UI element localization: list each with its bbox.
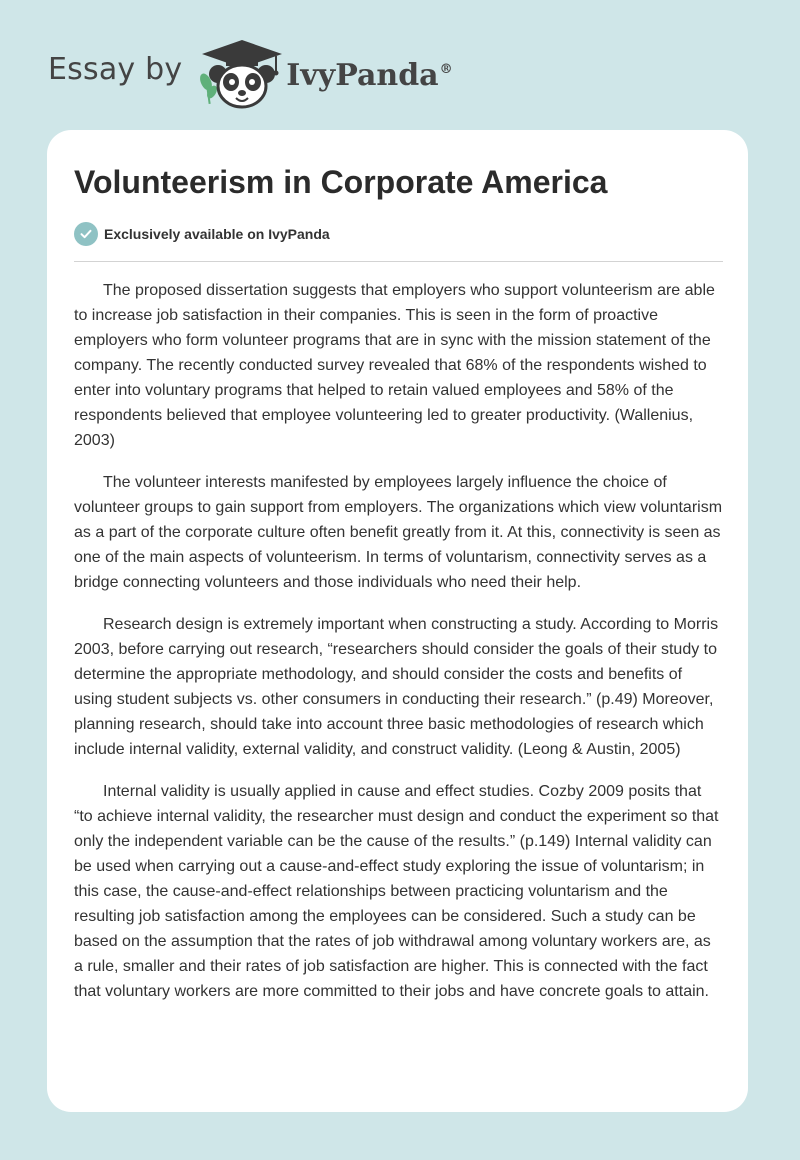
essay-card [47, 130, 748, 1112]
divider [74, 261, 723, 262]
brand-name-text: IvyPanda [286, 57, 439, 93]
paragraph: The proposed dissertation suggests that employers who support volunteerism are able to increase job satisfaction in their companies. This is seen in the form of proactive employers who form volunteer programs that are in sync with the mission statement of the company. The recently conducted survey revealed that 68% of the respondents wished to enter into voluntary programs that helped to retain valued employees and 58% of the respondents believed that employee volunteering led to greater productivity. (Wallenius, 2003) [74, 282, 715, 449]
paragraph: Internal validity is usually applied in cause and effect studies. Cozby 2009 posits that “to achieve internal validity, the researcher must design and conduct the experiment so that only the independent variable can be the cause of the results.” (p.149) Internal validity can be used when carrying out a cause-and-effect study exploring the issue of voluntarism; in this case, the cause-and-effect relationships between practicing voluntarism and the resulting job satisfaction among the employees can be considered. Such a study can be based on the assumption that the rates of job withdrawal among voluntary workers are, as a rule, smaller and their rates of job satisfaction are higher. This is connected with the fact that voluntary workers are more committed to their jobs and have concrete goals to attain. [74, 783, 719, 1000]
brand-header [48, 38, 453, 110]
check-circle-icon [74, 222, 98, 246]
brand-prefix: Essay by [48, 51, 183, 87]
badge-text: Exclusively available on IvyPanda [104, 226, 330, 242]
essay-body [74, 278, 724, 1021]
paragraph: Research design is extremely important when constructing a study. According to Morris 2003, before carrying out research, “researchers should consider the goals of their study to determine the appropriate methodology, and should consider the costs and benefits of using student subjects vs. other consumers in conducting their research.” (p.49) Moreover, planning research, should take into account three basic methodologies of research which include internal validity, external validity, and construct validity. (Leong & Austin, 2005) [74, 616, 719, 758]
exclusive-badge [74, 222, 330, 246]
registered-mark: ® [439, 61, 453, 77]
paragraph: The volunteer interests manifested by employees largely influence the choice of volunteer groups to gain support from employers. The organizations which view voluntarism as a part of the corporate culture often benefit greatly from it. At this, connectivity is seen as one of the main aspects of volunteerism. In terms of voluntarism, connectivity serves as a bridge connecting volunteers and those individuals who need their help. [74, 474, 723, 591]
brand-name [286, 58, 452, 93]
page-title: Volunteerism in Corporate America [74, 164, 608, 200]
panda-graduate-icon [196, 38, 288, 110]
